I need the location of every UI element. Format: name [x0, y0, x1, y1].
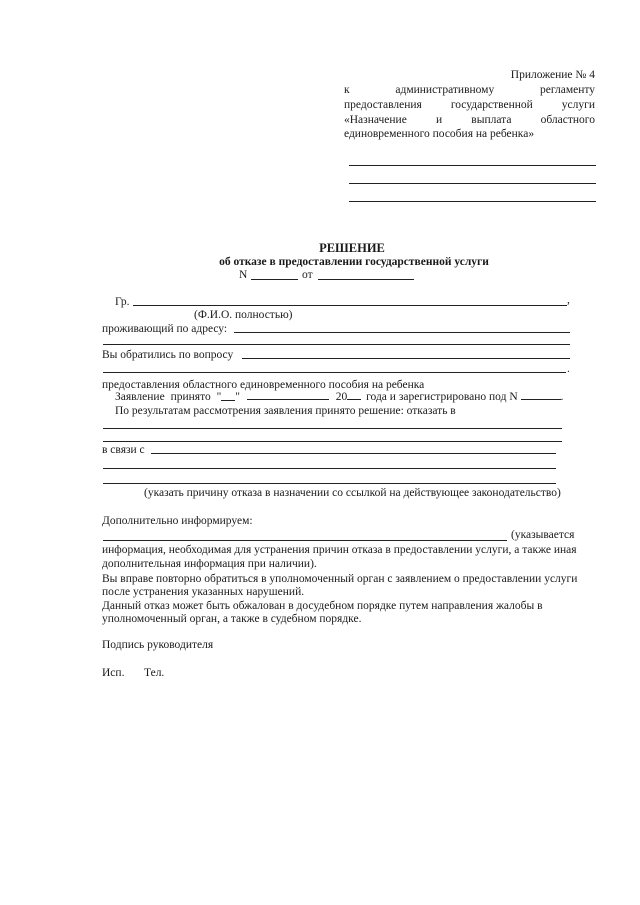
- reason-field-3: [103, 483, 556, 484]
- addressee-line-2: [349, 183, 596, 184]
- year-field: [347, 399, 361, 400]
- info-line-2: информация, необходимая для устранения причин отказа в предоставлении услуги, а также иная: [102, 544, 577, 556]
- document-subtitle: об отказе в предоставлении государственной услуги: [219, 256, 489, 268]
- date-field: [318, 279, 414, 280]
- statement-accepted-label: Заявление принято: [115, 391, 211, 403]
- info-line-4: Вы вправе повторно обратиться в уполномоченный орган с заявлением о предоставлении услуги: [102, 573, 578, 585]
- registered-label: года и зарегистрировано под N: [366, 391, 518, 403]
- addressee-line-1: [349, 165, 596, 166]
- address-label: проживающий по адресу:: [102, 323, 228, 335]
- reason-hint: (указать причину отказа в назначении со ссылкой на действующее законодательство): [144, 487, 561, 499]
- statement-accepted: [115, 390, 563, 404]
- citizen-fio-field: [133, 305, 567, 306]
- appendix-line-3: «Назначение и выплата областного: [344, 114, 595, 126]
- reason-field-2: [103, 468, 556, 469]
- number-field: [251, 279, 298, 280]
- executor-label: Исп.: [102, 667, 125, 679]
- info-line-7: уполномоченный орган, а также в судебном порядке.: [102, 613, 362, 625]
- appendix-line-4: единовременного пособия на ребенка»: [344, 128, 535, 140]
- address-field-1: [234, 332, 570, 333]
- appendix-line-1: к административному регламенту: [344, 84, 595, 96]
- info-tail: (указывается: [511, 529, 575, 541]
- addressee-line-3: [349, 201, 596, 202]
- signature-label: Подпись руководителя: [102, 639, 214, 651]
- registration-number-field: [521, 399, 561, 400]
- registered-end: .: [560, 391, 564, 403]
- number-label: N: [239, 269, 248, 281]
- service-subject: предоставления областного единовременного пособия на ребенка: [102, 379, 425, 391]
- quote-open: ": [216, 391, 222, 403]
- month-field: [247, 399, 329, 400]
- phone-label: Тел.: [144, 667, 165, 679]
- date-label: от: [302, 269, 313, 281]
- reason-field-1: [151, 453, 556, 454]
- info-field: [103, 540, 507, 541]
- decision-field-1: [103, 428, 562, 429]
- question-field-1: [242, 358, 570, 359]
- decision-result: По результатам рассмотрения заявления принято решение: отказать в: [115, 405, 456, 417]
- question-label: Вы обратились по вопросу: [102, 349, 234, 361]
- reason-label: в связи с: [102, 444, 145, 456]
- address-field-2: [103, 344, 570, 345]
- fio-hint: (Ф.И.О. полностью): [194, 309, 293, 321]
- question-field-2: [103, 372, 566, 373]
- document-title: РЕШЕНИЕ: [319, 241, 385, 255]
- decision-field-2: [103, 441, 562, 442]
- info-line-3: дополнительная информация при наличии).: [102, 558, 317, 570]
- info-heading: Дополнительно информируем:: [102, 515, 253, 527]
- appendix-title: Приложение № 4: [510, 69, 595, 81]
- citizen-label: Гр.: [115, 296, 130, 308]
- info-line-6: Данный отказ может быть обжалован в досудебном порядке путем направления жалобы в: [102, 600, 543, 612]
- year-prefix: 20: [335, 391, 348, 403]
- day-field: [221, 400, 235, 401]
- citizen-end-comma: ,: [567, 294, 570, 306]
- info-line-5: после устранения указанных нарушений.: [102, 586, 305, 598]
- appendix-line-2: предоставления государственной услуги: [344, 99, 595, 111]
- quote-close: ": [235, 391, 240, 403]
- question-end: .: [567, 363, 570, 375]
